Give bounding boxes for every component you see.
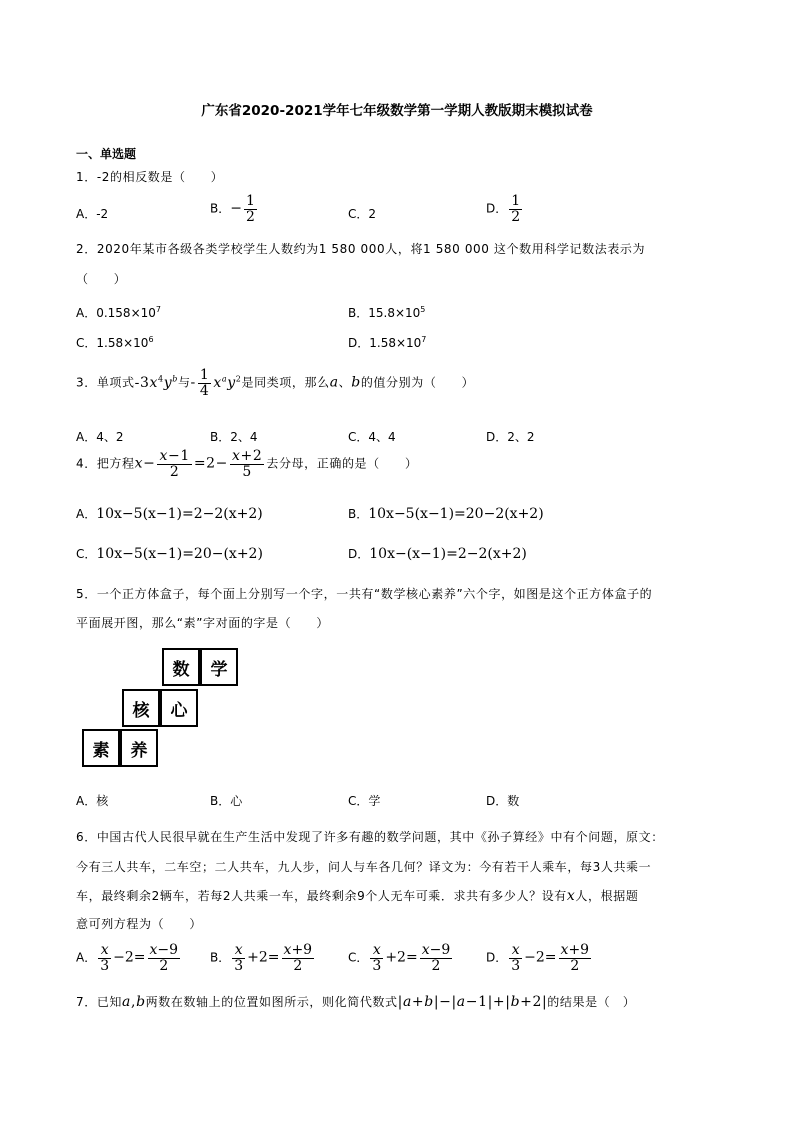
q5-stem-cont: 平面展开图，那么“素”字对面的字是（ ） (76, 616, 330, 630)
q4-option-c (76, 545, 263, 562)
q6-c-label: C． (348, 950, 369, 965)
q2-d-exp: 7 (421, 335, 427, 344)
q3-stem-a: 3．单项式 (76, 375, 135, 390)
q6-option-d: D． $\frac{x}{3}$ −2= $\frac{x+9}{2}$ (486, 942, 590, 974)
q2-b-text: B．15.8×10 (348, 306, 421, 320)
q6-a-label: A． (76, 950, 97, 965)
q2-option-c (76, 334, 154, 351)
q2-option-a (76, 304, 161, 321)
net-cell-su: 素 (82, 729, 120, 767)
net-cell-shu: 数 (162, 648, 200, 686)
q6-option-c: C． $\frac{x}{3}$ +2= $\frac{x-9}{2}$ (348, 942, 451, 974)
q2-stem-cont: （ ） (76, 272, 127, 286)
q3-stem-e: 的值分别为（ ） (360, 375, 475, 390)
q1-stem: 1．-2的相反数是（ ） (76, 170, 224, 184)
q3-stem-c: 是同类项，那么 (241, 375, 330, 390)
q2-stem: 2．2020年某市各级各类学校学生人数约为1 580 000人，将1 580 000 这个数用科学记数法表示为 (76, 242, 646, 256)
q2-d-text: D．1.58×10 (348, 336, 422, 350)
q4-c-label: C． (76, 547, 97, 561)
q6-line3-end: 人，根据题 (575, 889, 639, 903)
q4-option-d (348, 545, 527, 562)
q1-option-d-label: D． (486, 201, 508, 216)
q2-c-text: C．1.58×10 (76, 336, 149, 350)
q4-stem-a: 4．把方程 (76, 456, 135, 471)
q3-option-d: D．2、2 (486, 430, 535, 444)
q2-b-exp: 5 (420, 305, 426, 314)
q4-stem: 4．把方程x− $\frac{x-1}{2}$ =2− $\frac{x+2}{5}$ 去分母，正确的是（ ） (76, 448, 418, 480)
q1-d-den: 2 (511, 208, 521, 225)
q2-option-b (348, 304, 425, 321)
q3-option-a: A．4、2 (76, 430, 124, 444)
q4-b-label: B． (348, 507, 369, 521)
q6-option-b: B． $\frac{x}{3}$ +2= $\frac{x+9}{2}$ (210, 942, 313, 974)
q3-stem: 3．单项式$-3x^4y^b$与- $\frac{1}{4}$ $x^ay^2$是同类项，那么a、b的值分别为（ ） (76, 367, 475, 399)
q4-d-label: D． (348, 547, 370, 561)
q7-stem-a: 7．已知 (76, 995, 123, 1009)
q7-stem-c: 的结果是（ ） (547, 995, 636, 1009)
q5-option-d: D．数 (486, 794, 520, 808)
q6-line3-text: 车，最终剩余2辆车，若每2人共乘一车，最终剩余9个人无车可乘．求共有多少人？设有 (76, 889, 567, 903)
q3-option-b: B．2、4 (210, 430, 258, 444)
q4-option-b (348, 505, 544, 522)
q4-option-a (76, 505, 263, 522)
q2-option-d (348, 334, 426, 351)
q4-a-eq: 10x−5(x−1)=2−2(x+2) (96, 506, 263, 522)
q2-a-text: A．0.158×10 (76, 306, 156, 320)
q1-option-c: C．2 (348, 207, 377, 221)
q4-d-eq: 10x−(x−1)=2−2(x+2) (369, 546, 527, 562)
q3-option-c: C．4、4 (348, 430, 396, 444)
q1-b-num: 1 (245, 193, 255, 209)
q5-option-c: C．学 (348, 794, 381, 808)
q1-b-den: 2 (245, 208, 255, 225)
q1-option-b: B．− $\frac{1}{2}$ (210, 193, 255, 225)
net-cell-xue: 学 (200, 648, 238, 686)
net-cell-he: 核 (122, 689, 160, 727)
q4-c-eq: 10x−5(x−1)=20−(x+2) (96, 546, 263, 562)
q1-option-a: A．-2 (76, 207, 109, 221)
q6-option-a: A． $\frac{x}{3}$ −2= $\frac{x-9}{2}$ (76, 942, 179, 974)
q1-option-d (486, 194, 524, 224)
q7-stem-b: 两数在数轴上的位置如图所示，则化简代数式 (145, 995, 398, 1009)
q1-d-num: 1 (511, 193, 521, 209)
q6-line1: 6．中国古代人民很早就在生产生活中发现了许多有趣的数学问题，其中《孙子算经》中有个问题，原文： (76, 830, 664, 844)
net-cell-xin: 心 (160, 689, 198, 727)
q2-a-exp: 7 (155, 305, 161, 314)
q6-line2: 今有三人共车，二车空；二人共车，九人步，问人与车各几何？译文为：今有若干人乘车，每3人共乘一 (76, 860, 652, 874)
q3-stem-d: 、 (338, 375, 352, 390)
q5-stem: 5．一个正方体盒子，每个面上分别写一个字，一共有“数学核心素养”六个字，如图是这个正方体盒子的 (76, 587, 653, 601)
q6-b-label: B． (210, 950, 231, 965)
q3-stem-b: 与 (177, 375, 191, 390)
page-title: 广东省2020-2021学年七年级数学第一学期人教版期末模拟试卷 (201, 103, 593, 119)
q2-c-exp: 6 (148, 335, 154, 344)
q1-option-b-label: B． (210, 201, 231, 216)
q4-stem-b: 去分母，正确的是（ ） (266, 456, 418, 471)
section-heading: 一、单选题 (76, 147, 137, 161)
q5-option-a: A．核 (76, 794, 109, 808)
q4-a-label: A． (76, 507, 97, 521)
q6-line3: 车，最终剩余2辆车，若每2人共乘一车，最终剩余9个人无车可乘．求共有多少人？设有x人，根据题 (76, 888, 639, 904)
net-cell-yang: 养 (120, 729, 158, 767)
q5-option-b: B．心 (210, 794, 243, 808)
q4-b-eq: 10x−5(x−1)=20−2(x+2) (368, 506, 544, 522)
q6-d-label: D． (486, 950, 508, 965)
q7-stem: 7．已知a,b两数在数轴上的位置如图所示，则化简代数式|a+b|−|a−1|+|b+2|的结果是（ ） (76, 994, 636, 1010)
q6-line4: 意可列方程为（ ） (76, 917, 203, 931)
